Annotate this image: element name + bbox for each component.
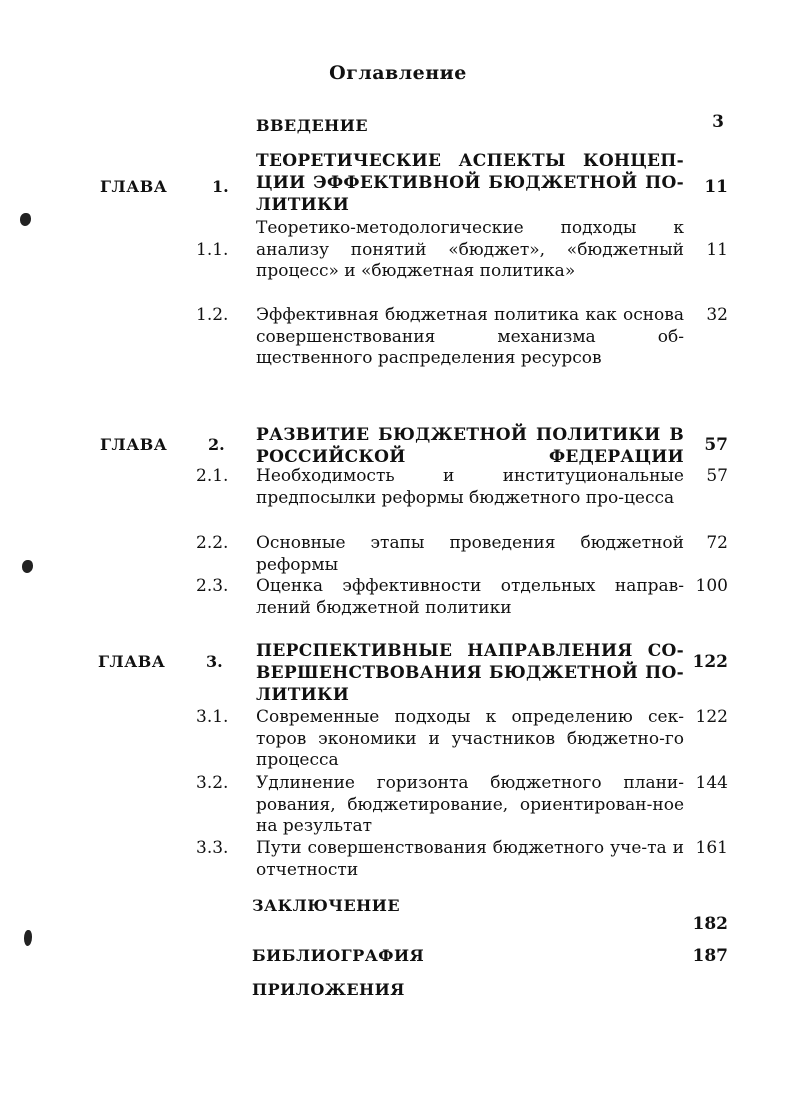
toc-entry-conclusion[interactable] (0, 896, 796, 936)
section-1-2-title: Эффективная бюджетная политика как основа совершенствования механизма об-щественного распределения ресурсов (256, 305, 684, 368)
section-1-1-number: 1.1. (196, 240, 229, 260)
chapter-3-number: 3. (206, 652, 223, 671)
toc-section-3-1[interactable] (0, 707, 796, 773)
section-3-1-title: Современные подходы к определению сек-торов экономики и участников бюджетно-го процесса (256, 707, 684, 770)
section-2-1-number: 2.1. (196, 466, 229, 486)
bibliography-page: 187 (692, 946, 728, 966)
chapter-2-page: 57 (704, 435, 728, 455)
intro-label: ВВЕДЕНИЕ (256, 116, 369, 135)
chapter-1-title-line: ЛИТИКИ (256, 195, 350, 215)
section-3-2-page: 144 (695, 773, 728, 793)
toc-section-3-3[interactable] (0, 838, 796, 882)
chapter-3-title-line: ЛИТИКИ (256, 685, 350, 705)
chapter-3-title-line: ВЕРШЕНСТВОВАНИЯ БЮДЖЕТНОЙ ПО- (256, 663, 684, 683)
toc-section-1-1[interactable] (0, 218, 796, 284)
chapter-1-number: 1. (212, 177, 229, 196)
section-2-1-title: Необходимость и институциональные предпосылки реформы бюджетного про-цесса (256, 466, 684, 508)
section-3-2-number: 3.2. (196, 773, 229, 793)
chapter-2-label: ГЛАВА (100, 435, 168, 454)
section-1-2-page: 32 (706, 305, 728, 325)
chapter-3-page: 122 (692, 652, 728, 672)
toc-section-2-2[interactable] (0, 533, 796, 577)
section-1-2-number: 1.2. (196, 305, 229, 325)
toc-chapter-3[interactable] (0, 640, 796, 706)
scan-mark (24, 930, 32, 946)
section-3-2-title: Удлинение горизонта бюджетного плани-рования, бюджетирование, ориентирован-ное на результат (256, 773, 684, 836)
chapter-1-title (256, 150, 684, 216)
appendices-label: ПРИЛОЖЕНИЯ (252, 980, 405, 999)
conclusion-label: ЗАКЛЮЧЕНИЕ (252, 896, 401, 915)
section-2-2-title: Основные этапы проведения бюджетной реформы (256, 533, 684, 575)
toc-chapter-1[interactable] (0, 150, 796, 216)
conclusion-page: 182 (692, 914, 728, 934)
toc-entry-intro[interactable] (0, 112, 796, 140)
chapter-2-number: 2. (208, 435, 225, 454)
chapter-1-title-line: ТЕОРЕТИЧЕСКИЕ АСПЕКТЫ КОНЦЕП- (256, 151, 684, 171)
section-3-1-page: 122 (695, 707, 728, 727)
toc-section-2-1[interactable] (0, 466, 796, 532)
toc-entry-bibliography[interactable] (0, 946, 796, 970)
chapter-2-title (256, 424, 684, 468)
section-2-2-number: 2.2. (196, 533, 229, 553)
chapter-1-label: ГЛАВА (100, 177, 168, 196)
section-1-1-page: 11 (706, 240, 728, 260)
chapter-3-title (256, 640, 684, 706)
section-3-1-number: 3.1. (196, 707, 229, 727)
chapter-2-title-line: РАЗВИТИЕ БЮДЖЕТНОЙ ПОЛИТИКИ В (256, 425, 684, 445)
chapter-1-title-line: ЦИИ ЭФФЕКТИВНОЙ БЮДЖЕТНОЙ ПО- (256, 173, 684, 193)
section-3-3-number: 3.3. (196, 838, 229, 858)
toc-entry-appendices[interactable] (0, 980, 796, 1004)
section-2-1-page: 57 (706, 466, 728, 486)
chapter-1-page: 11 (704, 177, 728, 197)
section-2-2-page: 72 (706, 533, 728, 553)
chapter-3-title-line: ПЕРСПЕКТИВНЫЕ НАПРАВЛЕНИЯ СО- (256, 641, 684, 661)
chapter-2-title-line: РОССИЙСКОЙ ФЕДЕРАЦИИ (256, 447, 684, 467)
section-1-1-title: Теоретико-методологические подходы к анализу понятий «бюджет», «бюджетный процесс» и «бюджетная политика» (256, 218, 684, 281)
section-2-3-title: Оценка эффективности отдельных направ-лений бюджетной политики (256, 576, 684, 618)
section-2-3-page: 100 (695, 576, 728, 596)
section-3-3-title: Пути совершенствования бюджетного уче-та и отчетности (256, 838, 684, 880)
bibliography-label: БИБЛИОГРАФИЯ (252, 946, 425, 965)
intro-page: 3 (712, 112, 724, 132)
chapter-3-label: ГЛАВА (98, 652, 166, 671)
section-2-3-number: 2.3. (196, 576, 229, 596)
toc-section-1-2[interactable] (0, 305, 796, 371)
toc-section-3-2[interactable] (0, 773, 796, 839)
toc-chapter-2[interactable] (0, 424, 796, 468)
toc-section-2-3[interactable] (0, 576, 796, 620)
page-title: Оглавление (329, 62, 467, 84)
section-3-3-page: 161 (695, 838, 728, 858)
